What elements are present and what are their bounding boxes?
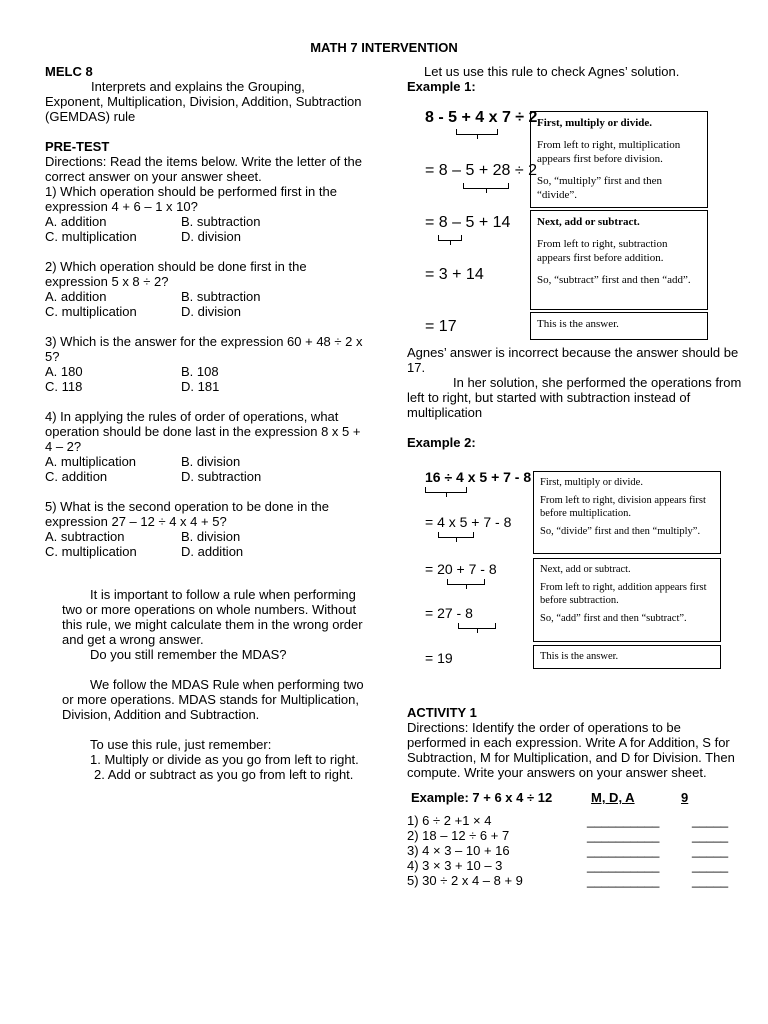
box-text: This is the answer.: [537, 318, 619, 330]
answer-blank[interactable]: _____: [692, 813, 729, 828]
option-a: A. 180: [45, 364, 83, 379]
brace: [425, 487, 467, 493]
option-c: C. multiplication: [45, 229, 137, 244]
order-blank[interactable]: __________: [587, 813, 660, 828]
example-answer: 9: [681, 790, 689, 805]
box-text: From left to right, subtraction appears first before addition.: [537, 238, 668, 264]
box-text: From left to right, multiplication appears first before division.: [537, 139, 681, 165]
paragraph: In her solution, she performed the operations from left to right, but started with subtraction instead of multiplication: [407, 375, 742, 420]
brace: [458, 623, 496, 629]
example-order: M, D, A: [591, 790, 635, 805]
agnes-explanation: [407, 345, 752, 450]
item-expression: 4) 3 × 3 + 10 – 3: [407, 858, 503, 873]
equation: = 8 – 5 + 28 ÷ 2: [425, 162, 537, 179]
rule-1: 1. Multiply or divide as you go from left to right.: [90, 752, 359, 767]
explanation-box: [530, 210, 708, 310]
equation: 16 ÷ 4 x 5 + 7 - 8: [425, 469, 532, 485]
question-text: 5) What is the second operation to be done in the expression 27 – 12 ÷ 4 x 4 + 5?: [45, 499, 330, 529]
pretest-directions: Directions: Read the items below. Write the letter of the correct answer on your answer sheet.: [45, 154, 362, 184]
question-3: [45, 334, 365, 394]
answer-box: [533, 645, 721, 669]
order-blank[interactable]: __________: [587, 828, 660, 843]
activity-example: [411, 790, 737, 805]
activity-section: [407, 705, 737, 888]
option-c: C. multiplication: [45, 304, 137, 319]
activity-item: [407, 813, 737, 828]
item-expression: 5) 30 ÷ 2 x 4 – 8 + 9: [407, 873, 523, 888]
mdas-explanation: [45, 587, 367, 782]
option-b: B. division: [181, 529, 241, 544]
equation: = 8 – 5 + 14: [425, 214, 511, 231]
box-text: So, “multiply” first and then “divide”.: [537, 175, 662, 201]
equation: = 17: [425, 318, 457, 335]
option-a: A. subtraction: [45, 529, 125, 544]
option-d: D. division: [181, 304, 241, 319]
example-1-heading: Example 1:: [407, 79, 476, 94]
question-text: 4) In applying the rules of order of operations, what operation should be done last in the expression 8 x 5 + 4 – 2?: [45, 409, 361, 454]
question-text: 1) Which operation should be performed first in the expression 4 + 6 – 1 x 10?: [45, 184, 337, 214]
answer-blank[interactable]: _____: [692, 828, 729, 843]
activity-item: [407, 843, 737, 858]
example-expression: Example: 7 + 6 x 4 ÷ 12: [411, 790, 553, 805]
order-blank[interactable]: __________: [587, 843, 660, 858]
box-text: From left to right, division appears first before multiplication.: [540, 495, 706, 519]
answer-blank[interactable]: _____: [692, 873, 729, 888]
option-c: C. addition: [45, 469, 108, 484]
brace: [438, 532, 474, 538]
answer-blank[interactable]: _____: [692, 843, 729, 858]
box-text: So, “divide” first and then “multiply”.: [540, 526, 701, 537]
question-2: [45, 259, 365, 319]
option-d: D. addition: [181, 544, 244, 559]
option-b: B. subtraction: [181, 289, 261, 304]
question-4: [45, 409, 365, 484]
equation: = 4 x 5 + 7 - 8: [425, 514, 512, 530]
melc-text: Interprets and explains the Grouping, Exponent, Multiplication, Division, Addition, Subtraction (GEMDAS) rule: [45, 79, 362, 124]
activity-item: [407, 828, 737, 843]
right-column: [407, 64, 727, 94]
option-c: C. multiplication: [45, 544, 137, 559]
paragraph: Do you still remember the MDAS?: [90, 647, 287, 662]
brace: [438, 235, 462, 241]
explanation-box: [533, 558, 721, 642]
equation: = 20 + 7 - 8: [425, 561, 497, 577]
question-text: 2) Which operation should be done first in the expression 5 x 8 ÷ 2?: [45, 259, 307, 289]
box-text: This is the answer.: [540, 651, 619, 662]
box-title: Next, add or subtract.: [540, 564, 631, 575]
activity-heading: ACTIVITY 1: [407, 705, 477, 720]
order-blank[interactable]: __________: [587, 858, 660, 873]
box-text: From left to right, addition appears first before subtraction.: [540, 582, 707, 606]
explanation-box: [530, 111, 708, 208]
brace: [447, 579, 485, 585]
brace: [463, 183, 509, 189]
activity-item: [407, 873, 737, 888]
item-expression: 1) 6 ÷ 2 +1 × 4: [407, 813, 492, 828]
box-text: So, “add” first and then “subtract”.: [540, 613, 687, 624]
explanation-box: [533, 471, 721, 554]
melc-heading: MELC 8: [45, 64, 93, 79]
option-a: A. addition: [45, 214, 107, 229]
example-2-heading: Example 2:: [407, 435, 476, 450]
option-b: B. division: [181, 454, 241, 469]
option-a: A. addition: [45, 289, 107, 304]
option-d: D. division: [181, 229, 241, 244]
left-column: [45, 64, 365, 782]
equation: = 27 - 8: [425, 605, 473, 621]
equation: = 19: [425, 650, 453, 666]
rule-2: 2. Add or subtract as you go from left to right.: [94, 767, 354, 782]
question-1: [45, 184, 365, 244]
answer-box: [530, 312, 708, 340]
paragraph: To use this rule, just remember:: [90, 737, 272, 752]
item-expression: 2) 18 – 12 ÷ 6 + 7: [407, 828, 510, 843]
option-d: D. subtraction: [181, 469, 262, 484]
option-a: A. multiplication: [45, 454, 137, 469]
box-title: First, multiply or divide.: [540, 477, 643, 488]
option-c: C. 118: [45, 379, 83, 394]
equation: = 3 + 14: [425, 266, 484, 283]
order-blank[interactable]: __________: [587, 873, 660, 888]
option-b: B. 108: [181, 364, 219, 379]
activity-directions: Directions: Identify the order of operations to be performed in each expression. Write A for Addition, S for Subtraction, M for Multiplication, and D for Division. Then compute. Write your answers on your answer sheet.: [407, 720, 735, 780]
question-5: [45, 499, 365, 559]
activity-item: [407, 858, 737, 873]
answer-blank[interactable]: _____: [692, 858, 729, 873]
brace: [456, 129, 498, 135]
paragraph: Agnes’ answer is incorrect because the answer should be 17.: [407, 345, 739, 375]
option-d: D. 181: [181, 379, 220, 394]
box-title: First, multiply or divide.: [537, 117, 652, 129]
paragraph: We follow the MDAS Rule when performing two or more operations. MDAS stands for Multiplication, Division, Addition and Subtraction.: [62, 677, 364, 722]
intro-text: Let us use this rule to check Agnes’ solution.: [424, 64, 680, 79]
item-expression: 3) 4 × 3 – 10 + 16: [407, 843, 510, 858]
box-text: So, “subtract” first and then “add”.: [537, 274, 691, 286]
box-title: Next, add or subtract.: [537, 216, 640, 228]
page-title: MATH 7 INTERVENTION: [310, 40, 458, 55]
option-b: B. subtraction: [181, 214, 261, 229]
equation: 8 - 5 + 4 x 7 ÷ 2: [425, 109, 538, 126]
paragraph: It is important to follow a rule when performing two or more operations on whole numbers. Without this rule, we might calculate them in the wrong order and get a wrong answer.: [62, 587, 363, 647]
pretest-heading: PRE-TEST: [45, 139, 110, 154]
question-text: 3) Which is the answer for the expression 60 + 48 ÷ 2 x 5?: [45, 334, 363, 364]
